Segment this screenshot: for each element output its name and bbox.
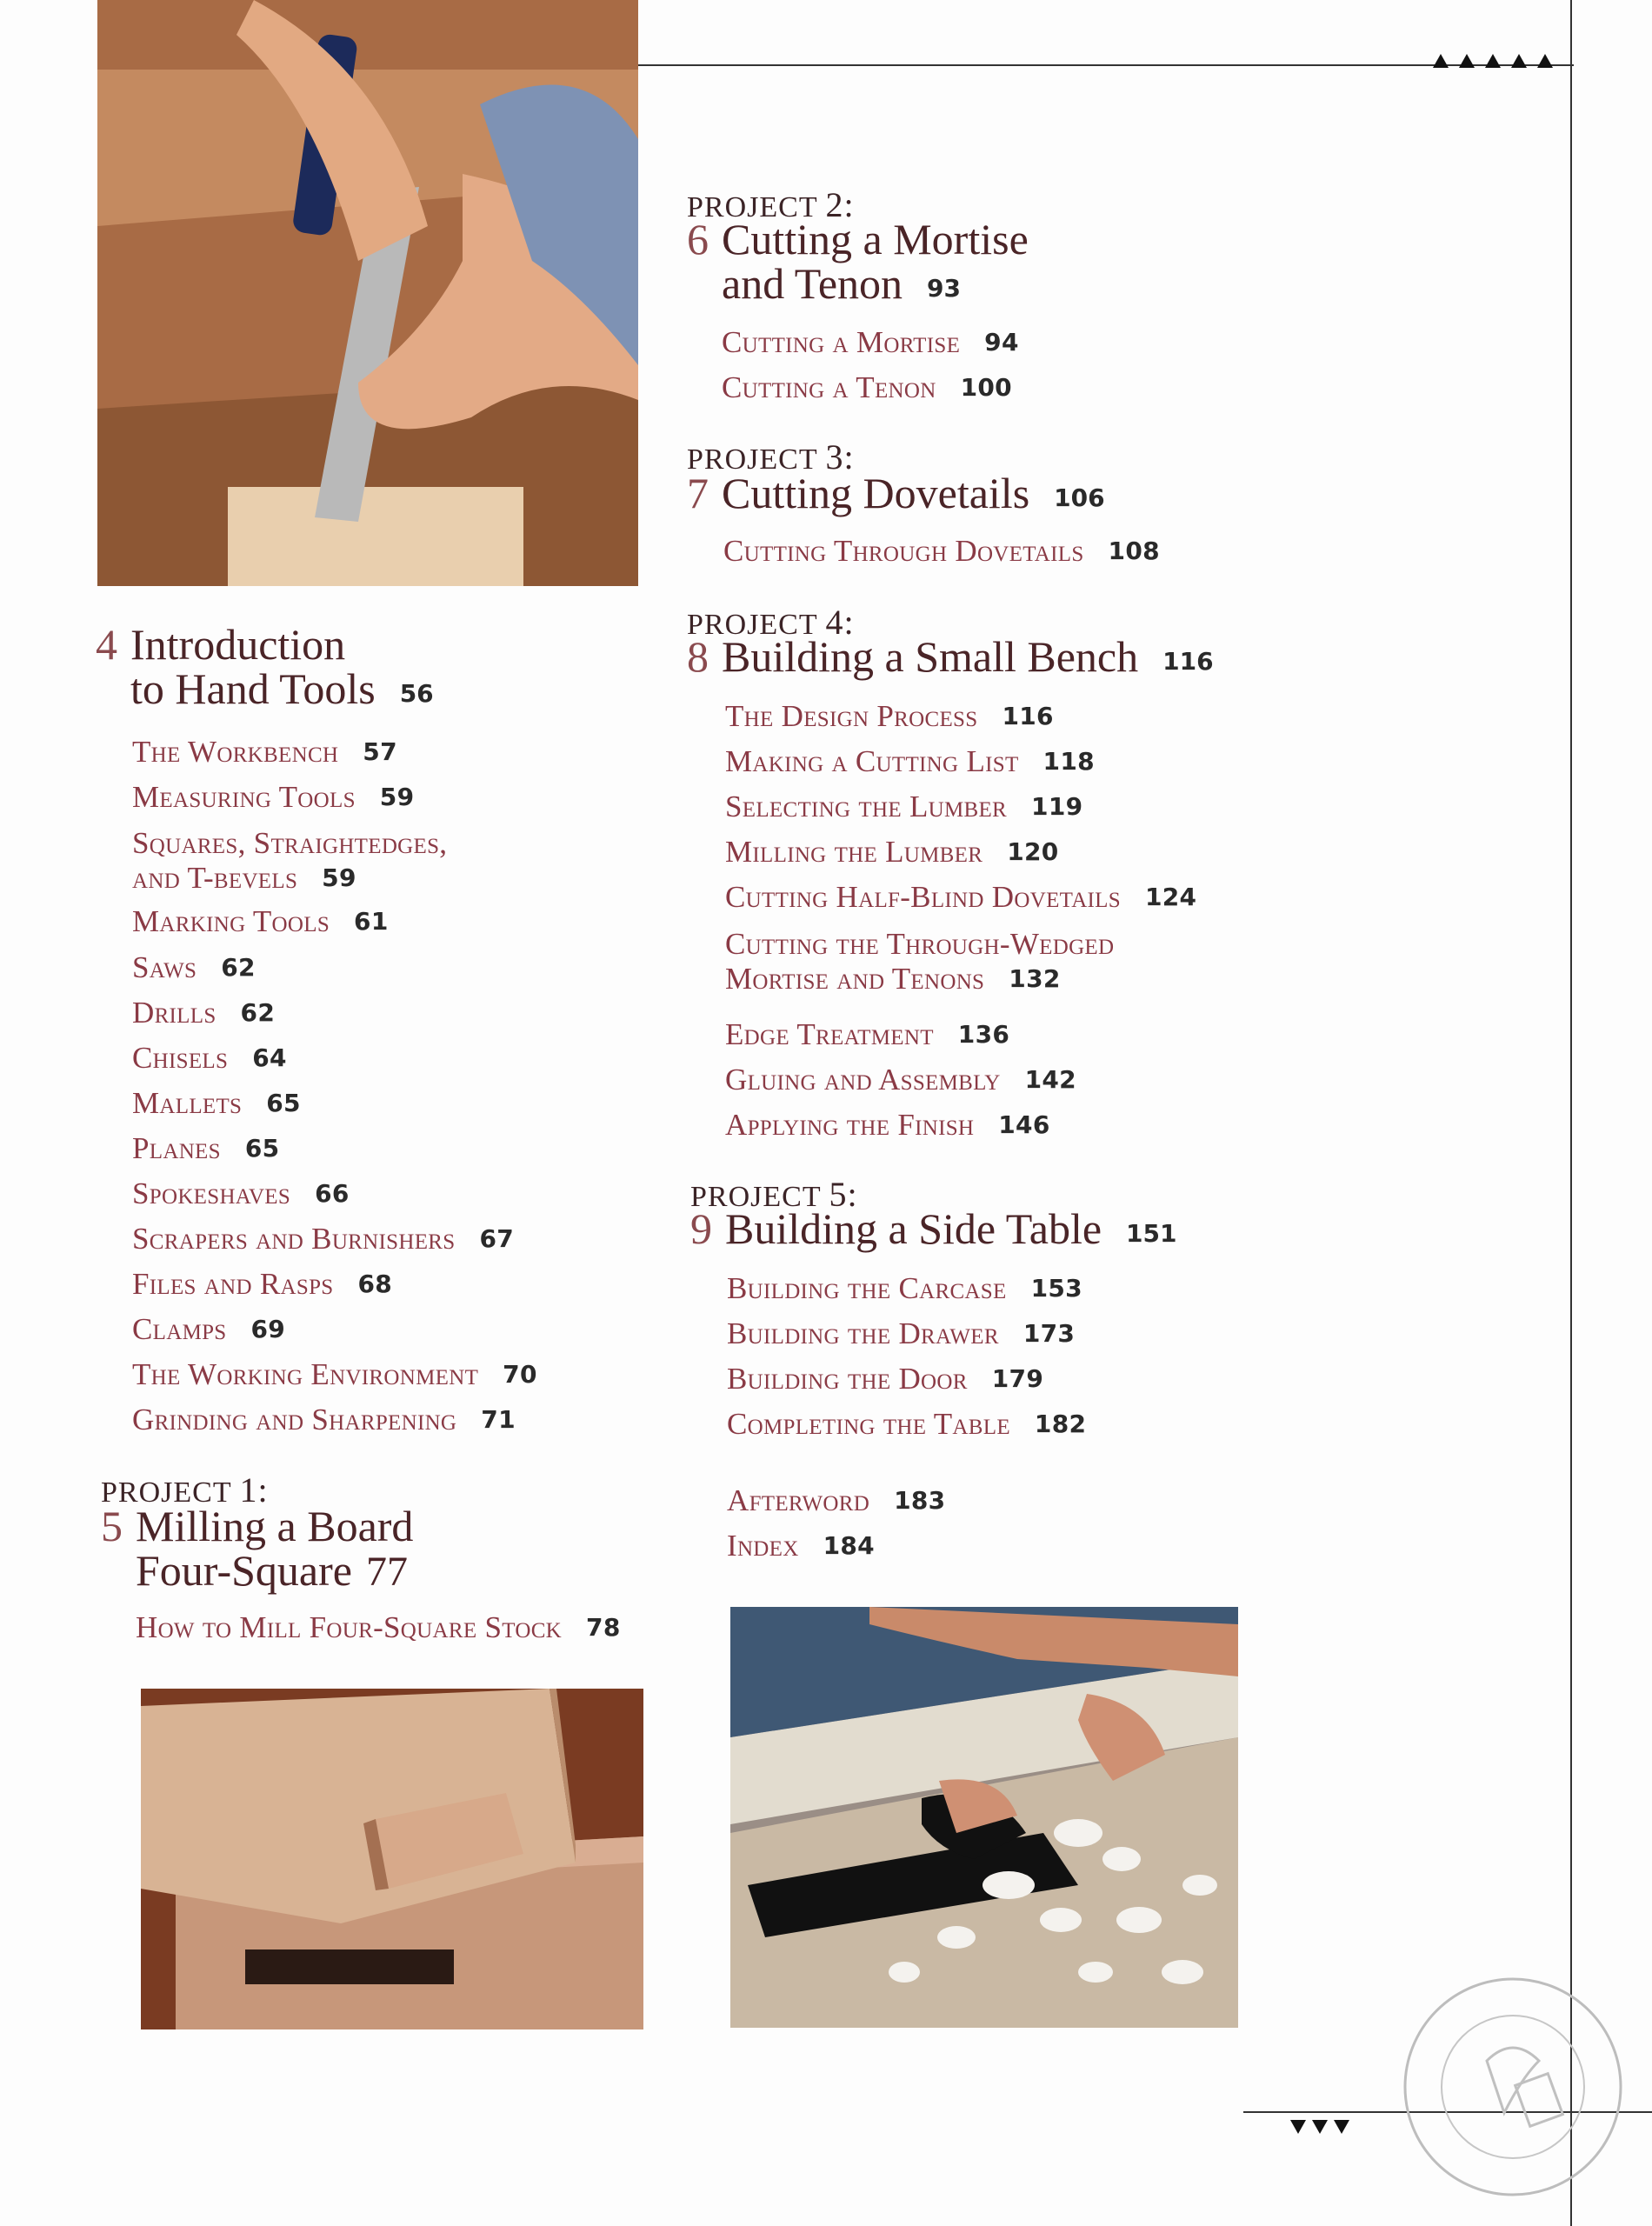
toc-entry[interactable]: Files and Rasps 68 bbox=[132, 1267, 393, 1301]
triangle-up-icon bbox=[1511, 54, 1527, 68]
chapter-4-heading bbox=[96, 620, 434, 717]
toc-entry[interactable]: Clamps 69 bbox=[132, 1312, 286, 1346]
triangle-up-icon bbox=[1459, 54, 1475, 68]
plane-illustration bbox=[730, 1607, 1238, 2028]
chapter-6-heading: 6 Cutting a Mortise and Tenon 93 bbox=[687, 215, 1029, 308]
toc-entry[interactable]: Edge Treatment 136 bbox=[725, 1017, 1010, 1051]
triangle-down-icon bbox=[1290, 2120, 1306, 2134]
chapter-number: 4 bbox=[96, 620, 117, 669]
bookstore-stamp bbox=[1400, 1948, 1626, 2209]
triangle-up-icon bbox=[1537, 54, 1553, 68]
toc-entry[interactable]: The Working Environment 70 bbox=[132, 1357, 537, 1391]
toc-entry[interactable]: The Workbench 57 bbox=[132, 735, 397, 769]
toc-entry[interactable]: How to Mill Four-Square Stock 78 bbox=[136, 1610, 621, 1644]
toc-entry[interactable]: Building the Carcase 153 bbox=[727, 1271, 1082, 1305]
chapter-page: 56 bbox=[399, 679, 434, 708]
toc-entry[interactable]: Milling the Lumber 120 bbox=[725, 835, 1059, 869]
toc-entry[interactable]: Cutting a Mortise 94 bbox=[722, 325, 1019, 359]
project-3-label: PROJECT 3: bbox=[687, 437, 855, 477]
toc-entry[interactable]: Measuring Tools 59 bbox=[132, 780, 415, 814]
toc-entry[interactable]: The Design Process 116 bbox=[725, 699, 1054, 733]
hand-plane-photo bbox=[730, 1607, 1238, 2028]
toc-entry[interactable]: Chisels 64 bbox=[132, 1041, 287, 1075]
triangle-up-icon bbox=[1433, 54, 1449, 68]
toc-entry[interactable]: Cutting a Tenon 100 bbox=[722, 370, 1012, 404]
toc-entry[interactable]: Completing the Table 182 bbox=[727, 1407, 1087, 1441]
toc-entry[interactable]: Selecting the Lumber 119 bbox=[725, 790, 1083, 823]
right-rule bbox=[1570, 0, 1572, 2226]
toc-entry[interactable]: Building the Drawer 173 bbox=[727, 1316, 1076, 1350]
toc-entry[interactable]: Saws 62 bbox=[132, 950, 256, 984]
toc-entry[interactable]: Building the Door 179 bbox=[727, 1362, 1044, 1396]
toc-entry-afterword[interactable]: Afterword 183 bbox=[727, 1483, 946, 1517]
toc-entry[interactable]: Planes 65 bbox=[132, 1131, 280, 1165]
chapter-8-heading: 8 Building a Small Bench 116 bbox=[687, 632, 1214, 681]
toc-entry[interactable]: Cutting Through Dovetails 108 bbox=[723, 534, 1160, 568]
toc-entry[interactable]: Scrapers and Burnishers 67 bbox=[132, 1222, 515, 1256]
bottom-marker-icons bbox=[1290, 2120, 1369, 2137]
toc-entry[interactable]: Drills 62 bbox=[132, 996, 276, 1030]
toc-entry-index[interactable]: Index 184 bbox=[727, 1529, 875, 1563]
toc-entry[interactable]: Applying the Finish 146 bbox=[725, 1108, 1050, 1142]
chapter-title-line2: to Hand Tools bbox=[130, 664, 376, 713]
chapter-title-line1: Introduction bbox=[130, 620, 346, 669]
chapter-5-heading: 5 Milling a Board Four-Square 77 bbox=[101, 1502, 414, 1595]
toc-entry[interactable]: Spokeshaves 66 bbox=[132, 1176, 350, 1210]
toc-entry[interactable]: Making a Cutting List 118 bbox=[725, 744, 1095, 778]
chisel-photo bbox=[97, 0, 638, 586]
joint-illustration bbox=[141, 1689, 643, 2029]
chapter-7-heading: 7 Cutting Dovetails 106 bbox=[687, 469, 1105, 517]
toc-entry[interactable]: Marking Tools 61 bbox=[132, 904, 389, 938]
project-4-label: PROJECT 4: bbox=[687, 603, 855, 642]
stamp-logo-icon bbox=[1400, 1948, 1626, 2209]
project-5-label: PROJECT 5: bbox=[690, 1175, 858, 1214]
triangle-up-icon bbox=[1485, 54, 1501, 68]
triangle-down-icon bbox=[1312, 2120, 1328, 2134]
top-marker-icons bbox=[1433, 54, 1572, 71]
toc-entry[interactable]: Cutting the Through-Wedged Mortise and Tenons 132 bbox=[725, 927, 1115, 996]
toc-entry[interactable]: Mallets 65 bbox=[132, 1086, 301, 1120]
toc-entry[interactable]: Squares, Straightedges, and T-bevels 59 bbox=[132, 826, 448, 895]
chapter-9-heading: 9 Building a Side Table 151 bbox=[690, 1204, 1177, 1253]
toc-entry[interactable]: Cutting Half-Blind Dovetails 124 bbox=[725, 880, 1197, 914]
chisel-illustration bbox=[97, 0, 638, 586]
toc-entry[interactable]: Gluing and Assembly 142 bbox=[725, 1063, 1076, 1096]
project-1-label: PROJECT 1: bbox=[101, 1470, 269, 1510]
mortise-tenon-photo bbox=[141, 1689, 643, 2029]
toc-entry[interactable]: Grinding and Sharpening 71 bbox=[132, 1403, 516, 1436]
triangle-down-icon bbox=[1334, 2120, 1349, 2134]
project-2-label: PROJECT 2: bbox=[687, 185, 855, 224]
